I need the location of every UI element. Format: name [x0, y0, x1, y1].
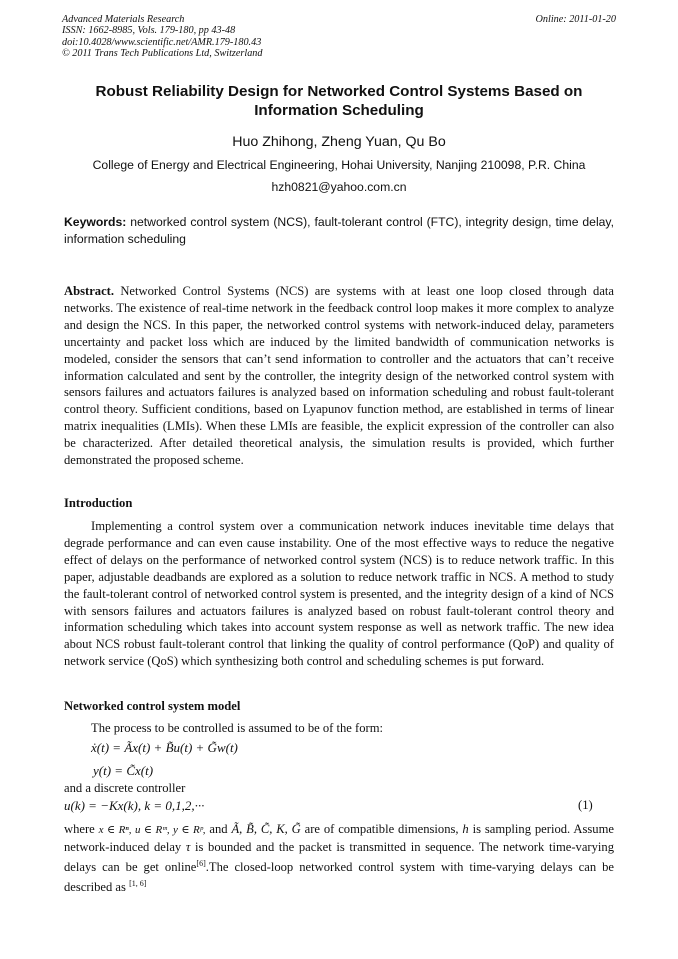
controller-equation: u(k) = −Kx(k), k = 0,1,2,···	[64, 798, 205, 813]
citation-6: [6]	[196, 858, 206, 868]
and-word: and	[209, 822, 228, 836]
abstract-label: Abstract.	[64, 284, 115, 298]
issn-line: ISSN: 1662-8985, Vols. 179-180, pp 43-48	[62, 25, 236, 37]
where-word: where	[64, 822, 95, 836]
dimension-definitions: x ∈ Rⁿ, u ∈ Rᵐ, y ∈ Rᵖ,	[98, 824, 206, 836]
output-equation: y(t) = C̃x(t)	[93, 763, 154, 778]
described-text: delays can be described as	[64, 860, 615, 895]
keywords-label: Keywords:	[64, 215, 127, 229]
model-heading: Networked control system model	[64, 699, 241, 713]
abstract-text: Networked Control Systems (NCS) are systems with at least one loop closed through data networks. The existence of real-time network in the feedback control loop makes it more complex to analyze and design the NCS. In this paper, the networked control systems with network-induced delay, parameters uncertainty and packet loss which are induced by the limited bandwidth of communication networks is modeled, consider the sensors that can’t send information to controller and the actuators that can’t receive information calculated and sent by the controller, the integrity design of the networked control system with sensors failures and actuators failures is analyzed based on information scheduling and robust fault-tolerant control theory. Sufficient conditions, based on Lyapunov function method, are established in terms of linear matrix inequalities (LMIs). When these LMIs are feasible, the explicit expression of the controller can also be characterized. After detailed theoretical analysis, the simulation results is provided, which further demonstrated the proposed scheme.	[64, 284, 615, 468]
delay-text-2: is bounded and the packet is transmitted in sequence. The network	[195, 839, 545, 854]
matrix-symbols: Ã, B̃, C̃, K, G̃	[231, 822, 301, 836]
copyright-line: © 2011 Trans Tech Publications Ltd, Switzerland	[62, 48, 263, 60]
title-line-1: Robust Reliability Design for Networked Control Systems Based on	[95, 83, 583, 100]
introduction-text: Implementing a control system over a communication network induces inevitable time delays that degrade performance and can even cause instability. One of the most effective ways to reduce the negative effect of delays on the performance of networked control system (NCS) is to reduce network traffic. In this paper, adjustable deadbands are explored as a solution to reduce network traffic in NCS. A method to study the fault-tolerant control of networked control system is presented, and the integrity design of a kind of NCS with sensors failures and actuators failures is analyzed based on robust fault-tolerant control theory and information scheduling which takes into account system response as well as network traffic. The new idea about NCS robust fault-tolerant control that linking the quality of control performance (QoP) and quality of network service (QoS) which synthesizing both control and scheduling schemes is put forward.	[64, 519, 614, 669]
author-list: Huo Zhihong, Zheng Yuan, Qu Bo	[232, 134, 446, 150]
equation-number: (1)	[578, 798, 593, 812]
controller-line: and a discrete controller	[64, 781, 186, 795]
doi-line: doi:10.4028/www.scientific.net/AMR.179-180.43	[62, 36, 262, 48]
introduction-heading: Introduction	[64, 496, 133, 510]
where-text-1: are of compatible dimensions,	[304, 822, 459, 836]
citation-1-6: [1, 6]	[129, 878, 147, 888]
h-symbol: h	[462, 822, 469, 836]
model-intro-line: The process to be controlled is assumed to be of the form:	[91, 721, 384, 735]
abstract	[64, 283, 614, 469]
affiliation: College of Energy and Electrical Engineering, Hohai University, Nanjing 210098, P.R. China	[92, 158, 586, 172]
keywords-text: networked control system (NCS), fault-tolerant control (FTC), integrity design, time delay, information scheduling	[64, 215, 614, 246]
title-line-2: Information Scheduling	[254, 102, 424, 119]
online-text-2: .The closed-loop networked control system with time-varying	[205, 860, 535, 874]
keywords	[64, 214, 614, 248]
model-paragraph	[64, 821, 614, 896]
tau-symbol: τ	[185, 839, 191, 854]
journal-name: Advanced Materials Research	[62, 14, 185, 25]
online-text-1: time-varying delays can be get online	[64, 839, 615, 874]
paper-title	[62, 82, 616, 120]
author-email: hzh0821@yahoo.com.cn	[271, 180, 407, 194]
online-date: Online: 2011-01-20	[535, 14, 616, 25]
delay-text-1: Assume network-induced delay	[64, 822, 614, 854]
state-equation: ẋ(t) = Ãx(t) + B̃u(t) + G̃w(t)	[91, 740, 238, 755]
journal-header	[62, 14, 616, 60]
where-text-2: is sampling period.	[472, 822, 571, 836]
